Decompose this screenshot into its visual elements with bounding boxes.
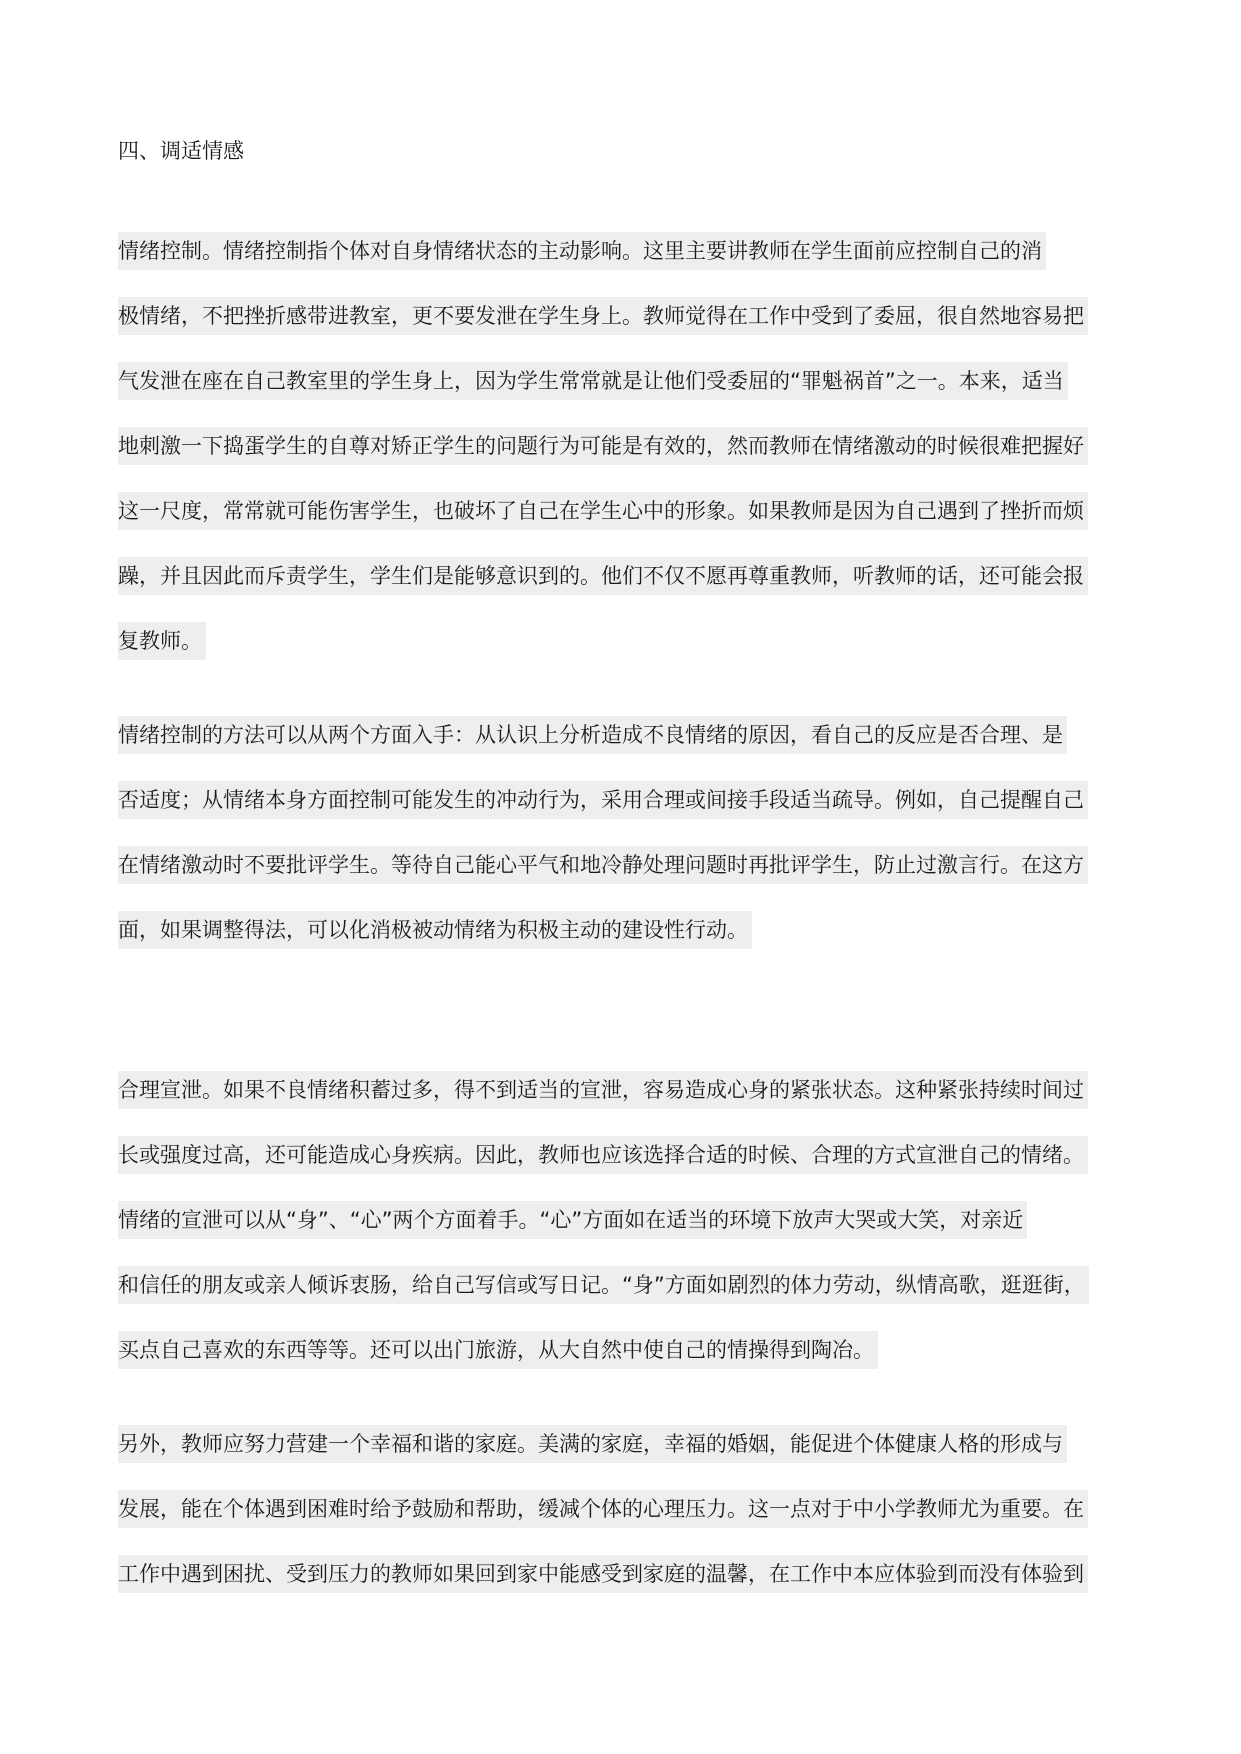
- text-line: 买点自己喜欢的东西等等。还可以出门旅游，从大自然中使自己的情操得到陶冶。: [118, 1331, 878, 1369]
- text-line: 气发泄在座在自己教室里的学生身上，因为学生常常就是让他们受委屈的“罪魁祸首”之一。本来，适当: [118, 362, 1068, 400]
- section-heading: 四、调适情感: [118, 139, 244, 163]
- text-line: 发展，能在个体遇到困难时给予鼓励和帮助，缓减个体的心理压力。这一点对于中小学教师尤为重要。在: [118, 1490, 1088, 1528]
- text-line: 这一尺度，常常就可能伤害学生，也破坏了自己在学生心中的形象。如果教师是因为自己遇到了挫折而烦: [118, 492, 1088, 530]
- text-line: 极情绪，不把挫折感带进教室，更不要发泄在学生身上。教师觉得在工作中受到了委屈，很自然地容易把: [118, 297, 1088, 335]
- text-line: 合理宣泄。如果不良情绪积蓄过多，得不到适当的宣泄，容易造成心身的紧张状态。这种紧张持续时间过: [118, 1071, 1088, 1109]
- text-line: 情绪的宣泄可以从“身”、“心”两个方面着手。“心”方面如在适当的环境下放声大哭或大笑，对亲近: [118, 1201, 1027, 1239]
- text-line: 工作中遇到困扰、受到压力的教师如果回到家中能感受到家庭的温馨，在工作中本应体验到而没有体验到: [118, 1555, 1088, 1593]
- text-line: 情绪控制的方法可以从两个方面入手：从认识上分析造成不良情绪的原因，看自己的反应是否合理、是: [118, 716, 1067, 754]
- text-line: 面，如果调整得法，可以化消极被动情绪为积极主动的建设性行动。: [118, 911, 752, 949]
- text-line: 躁，并且因此而斥责学生，学生们是能够意识到的。他们不仅不愿再尊重教师，听教师的话，还可能会报: [118, 557, 1088, 595]
- text-line: 否适度；从情绪本身方面控制可能发生的冲动行为，采用合理或间接手段适当疏导。例如，自己提醒自己: [118, 781, 1088, 819]
- text-line: 情绪控制。情绪控制指个体对自身情绪状态的主动影响。这里主要讲教师在学生面前应控制自己的消: [118, 232, 1046, 270]
- text-line: 长或强度过高，还可能造成心身疾病。因此，教师也应该选择合适的时候、合理的方式宣泄自己的情绪。: [118, 1136, 1088, 1174]
- text-line: 复教师。: [118, 622, 206, 660]
- text-line: 地刺激一下捣蛋学生的自尊对矫正学生的问题行为可能是有效的，然而教师在情绪激动的时候很难把握好: [118, 427, 1088, 465]
- text-line: 另外，教师应努力营建一个幸福和谐的家庭。美满的家庭，幸福的婚姻，能促进个体健康人格的形成与: [118, 1425, 1067, 1463]
- text-line: 和信任的朋友或亲人倾诉衷肠，给自己写信或写日记。“身”方面如剧烈的体力劳动，纵情高歌，逛逛街，: [118, 1266, 1089, 1304]
- text-line: 在情绪激动时不要批评学生。等待自己能心平气和地冷静处理问题时再批评学生，防止过激言行。在这方: [118, 846, 1088, 884]
